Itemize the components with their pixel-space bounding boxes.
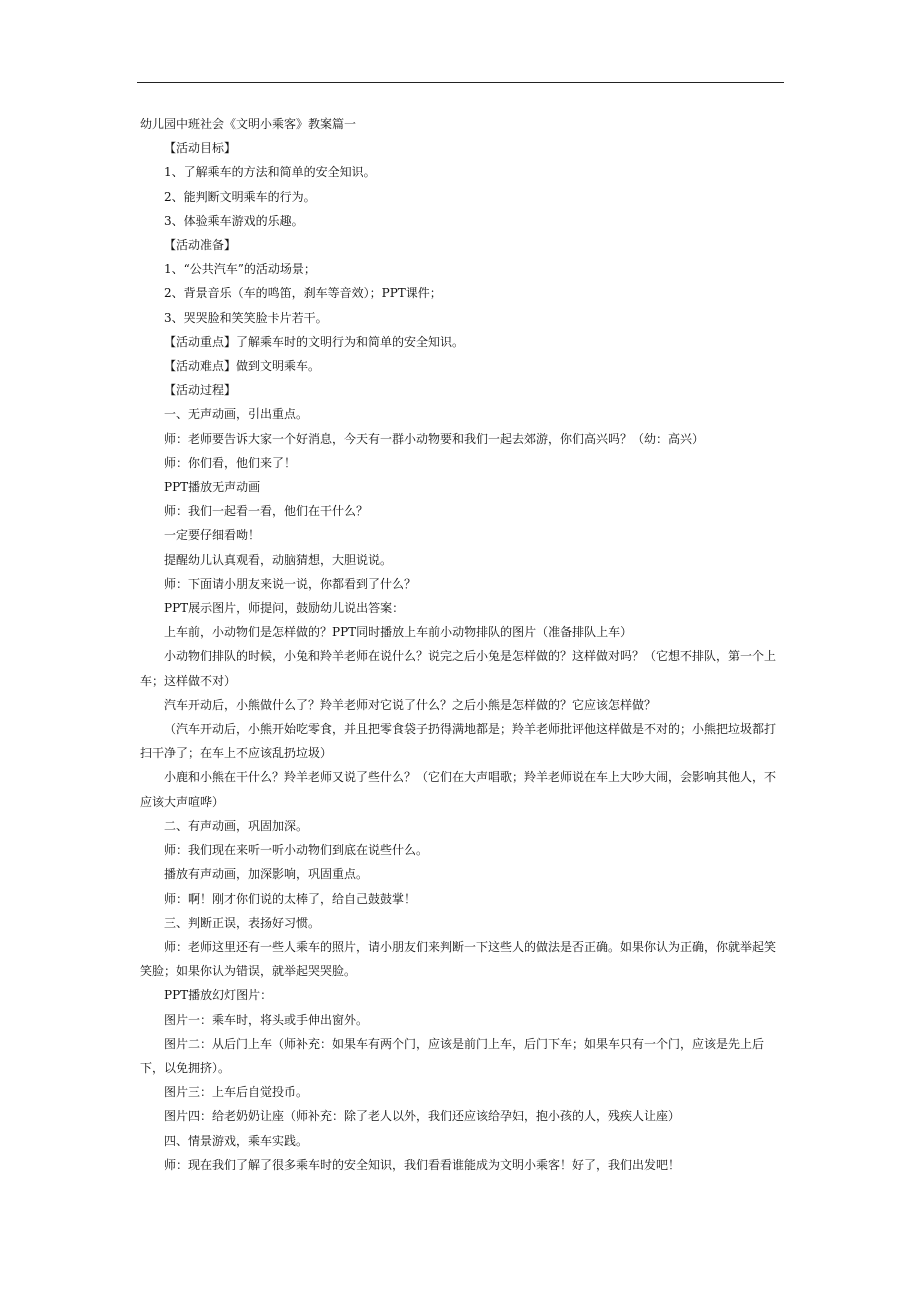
paragraph: PPT播放幻灯图片： <box>164 988 273 1003</box>
paragraph: 播放有声动画，加深影响，巩固重点。 <box>164 867 369 882</box>
paragraph: 一定要仔细看呦！ <box>164 528 261 543</box>
paragraph: 一、无声动画，引出重点。 <box>164 407 309 422</box>
paragraph: 【活动难点】做到文明乘车。 <box>164 359 321 374</box>
section-heading: 四、情景游戏，乘车实践。 <box>164 1133 309 1148</box>
paragraph: 师：我们现在来听一听小动物们到底在说些什么。 <box>164 843 429 858</box>
paragraph: 汽车开动后，小熊做什么了？羚羊老师对它说了什么？之后小熊是怎样做的？它应该怎样做？ <box>164 697 657 712</box>
paragraph: 师：老师要告诉大家一个好消息，今天有一群小动物要和我们一起去郊游，你们高兴吗？（幼：高兴） <box>164 431 705 446</box>
section-heading: 【活动准备】 <box>164 238 237 253</box>
document-body <box>140 112 784 1177</box>
paragraph: 小动物们排队的时候，小兔和羚羊老师在说什么？说完之后小兔是怎样做的？这样做对吗？（它想不排队，第一个上车；这样做不对） <box>140 649 777 688</box>
paragraph: 师：现在我们了解了很多乘车时的安全知识，我们看看谁能成为文明小乘客！好了，我们出发吧！ <box>164 1157 681 1172</box>
paragraph: 1、“公共汽车”的活动场景； <box>164 262 316 277</box>
document-title: 幼儿园中班社会《文明小乘客》教案篇一 <box>140 117 357 131</box>
paragraph: 1、了解乘车的方法和简单的安全知识。 <box>164 165 376 180</box>
section-heading: 三、判断正误，表扬好习惯。 <box>164 915 321 930</box>
paragraph: 图片四：给老奶奶让座（师补充：除了老人以外，我们还应该给孕妇，抱小孩的人，残疾人让座） <box>164 1109 681 1124</box>
paragraph: 2、能判断文明乘车的行为。 <box>164 189 316 204</box>
paragraph: 师：老师这里还有一些人乘车的照片，请小朋友们来判断一下这些人的做法是否正确。如果你认为正确，你就举起笑笑脸；如果你认为错误，就举起哭哭脸。 <box>140 939 777 979</box>
paragraph: 3、体验乘车游戏的乐趣。 <box>164 213 304 228</box>
paragraph: 图片三：上车后自觉投币。 <box>164 1085 309 1100</box>
paragraph: PPT展示图片，师提问，鼓励幼儿说出答案： <box>164 601 405 616</box>
section-heading: 【活动过程】 <box>164 383 237 398</box>
paragraph: 师：啊！刚才你们说的太棒了，给自己鼓鼓掌！ <box>164 891 417 906</box>
section-heading: 二、有声动画，巩固加深。 <box>164 818 309 833</box>
paragraph: 师：我们一起看一看，他们在干什么？ <box>164 504 369 519</box>
section-heading: 【活动目标】 <box>164 141 237 156</box>
paragraph: 小鹿和小熊在干什么？羚羊老师又说了些什么？（它们在大声唱歌；羚羊老师说在车上大吵大闹，会影响其他人，不应该大声喧哗） <box>140 770 777 809</box>
paragraph: 图片二：从后门上车（师补充：如果车有两个门，应该是前门上车，后门下车；如果车只有一个门，应该是先上后下，以免拥挤）。 <box>140 1036 765 1075</box>
paragraph: 图片一：乘车时，将头或手伸出窗外。 <box>164 1012 369 1027</box>
paragraph: 上车前，小动物们是怎样做的？PPT同时播放上车前小动物排队的图片（准备排队上车） <box>164 625 633 640</box>
paragraph: PPT播放无声动画 <box>164 480 261 495</box>
paragraph: 师：你们看，他们来了！ <box>164 455 297 470</box>
paragraph: 【活动重点】了解乘车时的文明行为和简单的安全知识。 <box>164 334 465 349</box>
paragraph: 师：下面请小朋友来说一说，你都看到了什么？ <box>164 576 417 591</box>
paragraph: 3、哭哭脸和笑笑脸卡片若干。 <box>164 310 328 325</box>
paragraph: 2、背景音乐（车的鸣笛，刹车等音效）；PPT课件； <box>164 286 442 301</box>
paragraph: 提醒幼儿认真观看，动脑猜想，大胆说说。 <box>164 552 393 567</box>
paragraph: （汽车开动后，小熊开始吃零食，并且把零食袋子扔得满地都是；羚羊老师批评他这样做是不对的；小熊把垃圾都打扫干净了；在车上不应该乱扔垃圾） <box>140 722 777 761</box>
header-rule <box>137 82 784 83</box>
